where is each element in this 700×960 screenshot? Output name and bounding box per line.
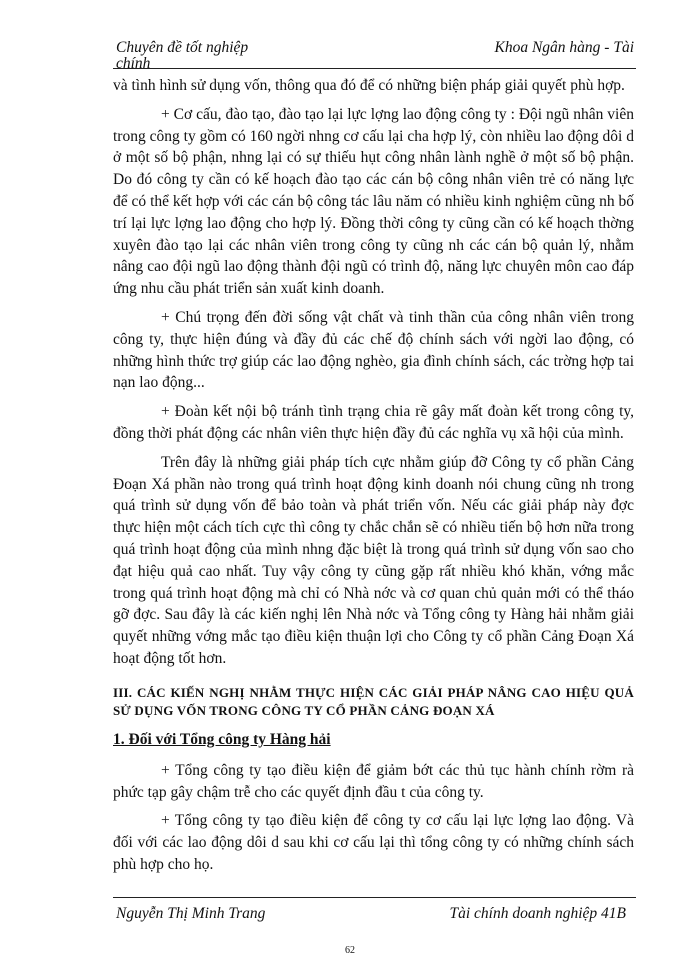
paragraph-summary: Trên đây là những giải pháp tích cực nhằm giúp đỡ Công ty cổ phần Cảng Đoạn Xá phần nào trong quá trình hoạt động kinh doanh nói chung cũng nh trong quá trình sử dụng vốn để bảo toàn và phát triển vốn. Nếu các giải pháp này đợc thực hiện một cách tích cực thì công ty chắc chắn sẽ có nhiều tiến bộ hơn nữa trong quá trình hoạt động của mình nhng đặc biệt là trong quá trình sử dụng vốn sao cho đạt hiệu quả cao nhất. Tuy vậy công ty cũng gặp rất nhiều khó khăn, vớng mắc trong quá trình hoạt động mà chỉ có Nhà nớc và cơ quan chủ quản mới có thể tháo gỡ đợc. Sau đây là các kiến nghị lên Nhà nớc và Tổng công ty Hàng hải nhằm giải quyết những vớng mắc tạo điều kiện thuận lợi cho Công ty cổ phần Cảng Đoạn Xá hoạt động tốt hơn. (113, 453, 634, 667)
section-heading: III. CÁC KIẾN NGHỊ NHẰM THỰC HIỆN CÁC GIẢI PHÁP NÂNG CAO HIỆU QUẢ SỬ DỤNG VỐN TRONG CÔNG TY CỔ PHẦN CẢNG ĐOẠN XÁ (113, 684, 634, 718)
footer-author: Nguyễn Thị Minh Trang (116, 905, 266, 922)
page-footer (113, 897, 636, 922)
paragraph-internal-unity: + Đoàn kết nội bộ tránh tình trạng chia rẽ gây mất đoàn kết trong công ty, đồng thời phát động các nhân viên thực hiện đầy đủ các nghĩa vụ xã hội của mình. (113, 403, 634, 442)
subsection-heading: 1. Đối với Tổng công ty Hàng hải (113, 730, 331, 748)
header-wrap-text: chính (116, 55, 151, 72)
paragraph-labor-policy: + Tổng công ty tạo điều kiện để công ty cơ cấu lại lực lợng lao động. Và đối với các lao động dôi d sau khi cơ cấu lại thì tổng công ty có những chính sách phù hợp cho họ. (113, 812, 634, 873)
page-number: 62 (345, 945, 355, 956)
header-left-text: Chuyên đề tốt nghiệp (116, 39, 249, 56)
document-body (113, 75, 634, 883)
footer-class: Tài chính doanh nghiệp 41B (449, 905, 626, 922)
paragraph-admin-procedures: + Tổng công ty tạo điều kiện để giảm bớt các thủ tục hành chính rờm rà phức tạp gây chậm trễ cho các quyết định đầu t của công ty. (113, 761, 634, 801)
page-header (113, 10, 636, 72)
header-right-text: Khoa Ngân hàng - Tài (494, 39, 634, 56)
paragraph-worker-welfare: + Chú trọng đến đời sống vật chất và tinh thần của công nhân viên trong công ty, thực hiện đúng và đầy đủ các chế độ chính sách với ngời lao động, có những hình thức trợ giúp các lao động nghèo, gia đình chính sách, các trờng hợp tai nạn lao động... (113, 308, 634, 392)
paragraph-labor-restructuring: + Cơ cấu, đào tạo, đào tạo lại lực lợng lao động công ty : Đội ngũ nhân viên trong công ty gồm có 160 ngời nhng cơ cấu lại cha hợp lý, còn nhiều lao động dôi d ở một số bộ phận, nhng lại có sự thiếu hụt công nhân lành nghề ở một số bộ phận. Do đó công ty cần có kế hoạch đào tạo các cán bộ công nhân viên trẻ có năng lực để có thể kết hợp với các cán bộ công tác lâu năm có nhiều kinh nghiệm cũng nh bố trí lại lực lợng lao động cho hợp lý. Đồng thời công ty cũng cần có kế hoạch thờng xuyên đào tạo lại các nhân viên trong công ty cũng nh các cán bộ quản lý, nhằm nâng cao đội ngũ lao động thành đội ngũ có trình độ, năng lực chuyên môn cao đáp ứng nhu cầu phát triển sản xuất kinh doanh. (113, 105, 634, 298)
paragraph-continuation: và tình hình sử dụng vốn, thông qua đó để có những biện pháp giải quyết phù hợp. (113, 77, 625, 94)
